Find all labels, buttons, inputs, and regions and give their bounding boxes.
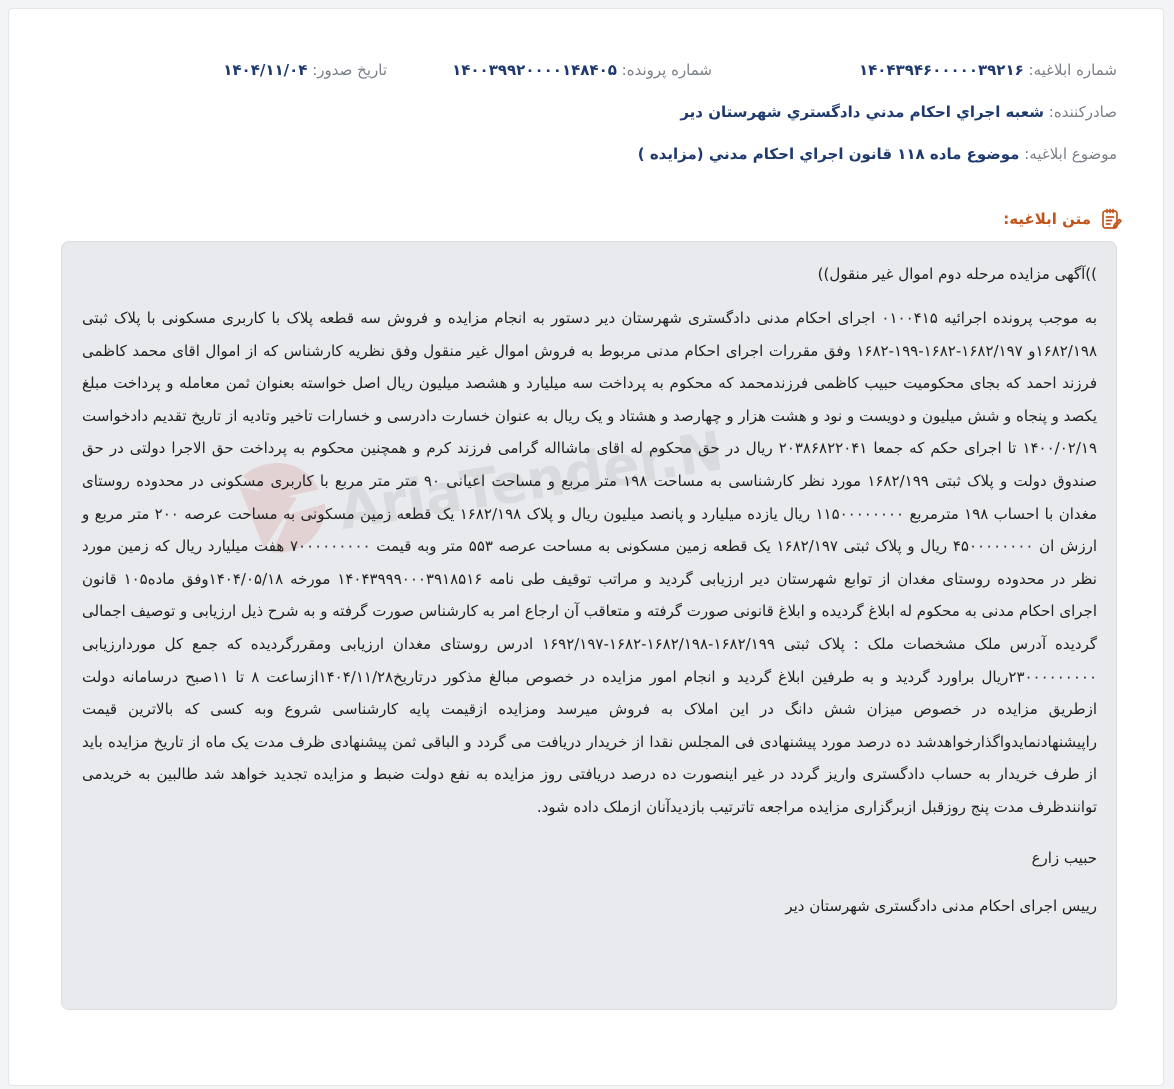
svg-text:AriaTender.NET: AriaTender.NET: [334, 407, 722, 543]
issuer-label: صادرکننده:: [1048, 103, 1117, 121]
notice-body-panel: [61, 241, 1117, 1010]
issue-date-label: تاریخ صدور:: [312, 61, 387, 79]
notice-number-label: شماره ابلاغیه:: [1028, 61, 1117, 79]
notice-number-value: ۱۴۰۴۳۹۴۶۰۰۰۰۰۳۹۲۱۶: [858, 61, 1024, 79]
issuer-value: شعبه اجراي احکام مدني دادگستري شهرستان دير: [680, 103, 1044, 121]
file-number-field: [452, 60, 712, 80]
issue-date-value: ۱۴۰۴/۱۱/۰۴: [223, 61, 308, 79]
notice-text-heading: [1003, 207, 1123, 231]
notice-body-content: [62, 242, 1116, 920]
notice-card: [8, 8, 1164, 1086]
issuer-row: [49, 102, 1117, 122]
ad-paragraph: به موجب پرونده اجرائیه ۰۱۰۰۴۱۵ اجرای احکام مدنی دادگستری شهرستان دیر دستور به انجام مزایده و فروش سه قطعه پلاک با کاربری مسکونی با پلاک ثبتی ۱۶۸۲/۱۹۸و ۱۶۸۲/۱۹۷-۱۶۸۲-۱۹۹-۱۶۸۲ وفق مقررات اجرای احکام مدنی مربوط به فروش اموال غیر منقول وفق نظریه کارشناس که از اموال اقای محمد کاظمی فرزند احمد که بجای محکومیت حبیب کاظمی فرزندمحمد که محکوم به پرداخت سه میلیارد و هشصد میلیون ریال اصل خواسته بعنوان ثمن معامله و پرداخت مبلغ یکصد و پنجاه و شش میلیون و دویست و نود و هشت هزار و چهارصد و هشتاد و یک ریال به عنوان خسارت دادرسی و خسارات تاخیر وتادیه از تاریخ تقدیم دادخواست ۱۴۰۰/۰۲/۱۹ تا اجرای حکم که جمعا ۲۰۳۸۶۸۲۲۰۴۱ ریال در حق محکوم له اقای ماشااله گرامی فرزند کرم و همچنین محکوم به پرداخت حق الاجرا دولتی در حق صندوق دولت و پلاک ثبتی ۱۶۸۲/۱۹۹ مورد نظر کارشناسی به مساحت ۱۹۸ متر مربع و مساحت اعیانی ۹۰ متر متر مربع با کاربری مسکونی در محدوده روستای مغدان با احساب ۱۹۸ مترمربع ۱۱۵۰۰۰۰۰۰۰۰ ریال یازده میلیارد و پانصد میلیون ریال و پلاک ۱۶۸۲/۱۹۸ یک قطعه زمین مسکونی به مساحت عرصه ۲۰۰ متر مربع و ارزش ان ۴۵۰۰۰۰۰۰۰۰ ریال و پلاک ثبتی ۱۶۸۲/۱۹۷ یک قطعه زمین مسکونی به مساحت عرصه ۵۵۳ متر وبه قیمت ۷۰۰۰۰۰۰۰۰۰ هفت میلیارد ریال که زمین مورد نظر در محدوده روستای مغدان از توابع شهرستان دیر ارزیابی گردید و مراتب توقیف طی نامه ۱۴۰۴۳۹۹۹۰۰۰۳۹۱۸۵۱۶ مورخه ۱۴۰۴/۰۵/۱۸وفق ماده۱۰۵ قانون اجرای احکام مدنی به محکوم له ابلاغ گردیده و ابلاغ قانونی صورت گرفته و متعاقب آن ارجاع امر به کارشناس صورت گرفته و به شرح ذیل ارزیابی و توصیف اجمالی گردیده آدرس ملک مشخصات ملک : پلاک ثبتی ۱۶۸۲/۱۹۹-۱۶۸۲/۱۹۸-۱۶۸۲-۱۶۹۲/۱۹۷ ادرس روستای مغدان ارزیابی ومقررگردیده که جمع کل موردارزیابی ۲۳۰۰۰۰۰۰۰۰۰ریال براورد گردید و به طرفین ابلاغ گردید و انجام امور مزایده در خصوص مبالغ مذکور درتاریخ۱۴۰۴/۱۱/۲۸ازساعت ۸ تا ۱۱صبح درسامانه دولت ازطریق مزایده در خصوص میزان شش دانگ در این املاک به فروش میرسد ومزایده ازقیمت پایه کارشناسی شروع وبه کسی که بالاترین قیمت راپیشنهادنمایدواگذارخواهدشد ده درصد مورد پیشنهادی فی المجلس نقدا از خریدار دریافت می گردد و الباقی ثمن پیشنهادی ظرف مدت یک ماه از تاریخ مزایده باید از طرف خریدار به حساب دادگستری واریز گردد در غیر اینصورت ده درصد دریافتی روز مزایده به نفع دولت ضبط و مزایده تجدید خواهد شد طالبین به خریدمی توانندظرف مدت پنج روزقبل ازبرگزاری مزایده مراجعه تاترتیب بازدیدآنان ازملک داده شود.: [82, 309, 1098, 816]
signer-title: رییس اجرای احکام مدنی دادگستری شهرستان دیر: [785, 896, 1097, 915]
document-text-icon: [1099, 207, 1123, 231]
subject-value: موضوع ماده ۱۱۸ قانون اجراي احکام مدني (مزايده ): [637, 145, 1020, 163]
subject-label: موضوع ابلاغیه:: [1024, 145, 1117, 163]
notice-number-field: [859, 60, 1117, 80]
signer-name: حبیب زارع: [1031, 848, 1097, 867]
ad-title: ))آگهی مزایده مرحله دوم اموال غیر منقول)): [817, 265, 1097, 283]
file-number-label: شماره پرونده:: [621, 61, 712, 79]
issue-date-field: [223, 60, 387, 80]
notice-text-heading-label: متن ابلاغیه:: [1003, 210, 1091, 228]
subject-row: [49, 144, 1117, 164]
notice-meta-row: [49, 60, 1117, 82]
file-number-value: ۱۴۰۰۳۹۹۲۰۰۰۰۱۴۸۴۰۵: [452, 61, 617, 79]
